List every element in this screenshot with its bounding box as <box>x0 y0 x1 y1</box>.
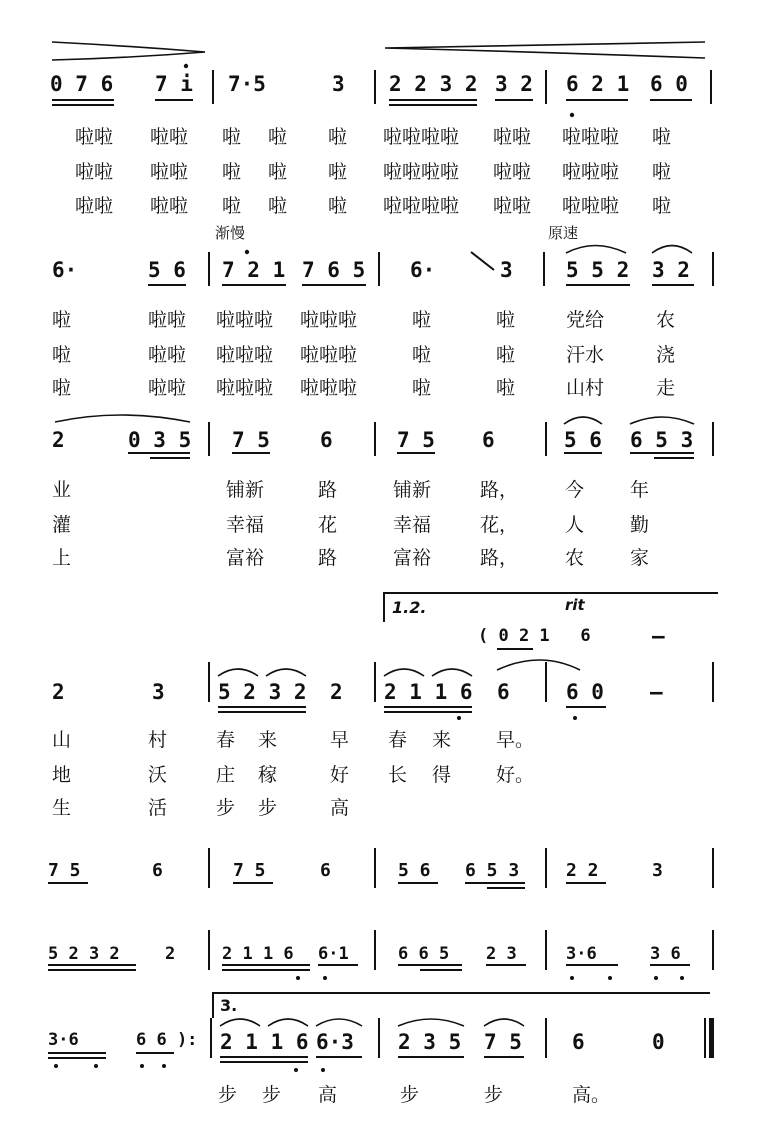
note-group: 0 3 5 <box>128 428 192 452</box>
high-octave-dot <box>184 64 188 68</box>
lyric: 路， <box>480 547 519 569</box>
note-group: 0 7 6 <box>50 72 114 96</box>
lyric: 步 <box>484 1084 504 1106</box>
lyric: 早 <box>330 729 350 751</box>
lyric: 啦 <box>222 195 242 217</box>
lyric: 步 <box>400 1084 420 1106</box>
lyric: 啦 <box>52 344 72 366</box>
tempo-mark-ritardando: 渐慢 <box>215 224 246 242</box>
tempo-mark-a-tempo: 原速 <box>548 224 579 242</box>
lyric: 啦啦啦啦 <box>383 126 460 148</box>
diminuendo-hairpin <box>52 42 205 60</box>
lyric: 沃 <box>148 764 168 786</box>
lyric: 啦啦 <box>75 161 114 183</box>
lyric: 农 <box>656 309 676 331</box>
high-octave-dot <box>245 250 249 254</box>
note-group: 3·6 <box>566 944 597 964</box>
note-group: 6 <box>152 860 163 881</box>
lyric: 啦啦 <box>75 195 114 217</box>
lyric: 幸福 <box>226 514 265 536</box>
lyric: 啦 <box>222 161 242 183</box>
lyric: 活 <box>148 797 168 819</box>
lyric: 啦 <box>268 161 288 183</box>
note-group: 2 2 <box>566 860 599 881</box>
note-group: 5 5 2 <box>566 258 630 282</box>
note-group: 6 <box>482 428 495 452</box>
lyric: 啦啦啦 <box>562 126 620 148</box>
lyric: 步 <box>218 1084 238 1106</box>
tie <box>497 660 580 670</box>
dash: — <box>650 680 663 704</box>
lyric: 啦啦啦 <box>216 377 274 399</box>
lyric: 啦啦啦 <box>300 309 358 331</box>
lyric: 走 <box>656 377 676 399</box>
note-group: 6· <box>52 258 78 282</box>
note-group: 7 2 1 <box>222 258 286 282</box>
lyric: 啦 <box>652 195 672 217</box>
note-group: 2 1 1 6 <box>384 680 473 704</box>
lyric: 步 <box>262 1084 282 1106</box>
lyric: 路， <box>480 479 519 501</box>
lyric: 啦啦啦 <box>216 344 274 366</box>
lyric: 好。 <box>496 764 535 786</box>
note-group: 6·1 <box>318 944 349 964</box>
lyric: 今 <box>565 479 585 501</box>
lyric: 地 <box>52 764 72 786</box>
rit-mark: rit <box>565 596 585 614</box>
lyric: 铺新 <box>393 479 432 501</box>
note-group: 5 2 3 2 <box>218 680 307 704</box>
lyric: 啦啦啦 <box>216 309 274 331</box>
note-group: 5 6 <box>148 258 186 282</box>
note-group: 3 <box>152 680 165 704</box>
lyric: 啦啦 <box>150 126 189 148</box>
lyric: 啦 <box>52 309 72 331</box>
note-group: 7·5 <box>228 72 266 96</box>
lyric: 春 <box>388 729 408 751</box>
lyric: 富裕 <box>393 547 432 569</box>
note-group: 2 <box>330 680 343 704</box>
note-group: 6 <box>320 428 333 452</box>
lyric: 富裕 <box>226 547 265 569</box>
lyric: 啦啦啦 <box>300 377 358 399</box>
note-group: 2 <box>165 944 176 964</box>
note-group: 6· <box>410 258 436 282</box>
slur <box>484 1019 524 1026</box>
lyric: 啦 <box>222 126 242 148</box>
lyric: 啦啦 <box>148 309 187 331</box>
note-group: 6 0 <box>566 680 604 704</box>
lyric: 啦啦啦啦 <box>383 161 460 183</box>
low-octave-dot <box>570 113 574 117</box>
note-group: 5 2 3 2 <box>48 944 120 964</box>
lyric: 啦啦啦 <box>300 344 358 366</box>
note-group: 7 i <box>155 72 193 96</box>
lyric: 长 <box>388 764 408 786</box>
lyric: 啦 <box>328 161 348 183</box>
lyric: 啦啦啦啦 <box>383 195 460 217</box>
lyric: 啦 <box>268 126 288 148</box>
volta-label: 1.2. <box>392 598 427 617</box>
lyric: 路 <box>318 547 338 569</box>
lyric: 上 <box>52 547 72 569</box>
note-group: 2 <box>52 680 65 704</box>
lyric: 啦啦 <box>150 195 189 217</box>
note-group: 7 5 <box>232 428 270 452</box>
lyric: 高 <box>330 797 350 819</box>
lyric: 党给 <box>566 309 605 331</box>
note-group: 6 5 3 <box>465 860 520 881</box>
lyric: 啦 <box>652 161 672 183</box>
lyric: 山 <box>52 729 72 751</box>
note-group: 2 3 <box>486 944 517 964</box>
note-group: 6 <box>572 1030 585 1054</box>
lyric: 幸福 <box>393 514 432 536</box>
note-group: 2 <box>52 428 65 452</box>
lyric: 来 <box>432 729 452 751</box>
note-group: 6 6 5 <box>398 944 450 964</box>
lyric: 花， <box>480 514 519 536</box>
lyric: 好 <box>330 764 350 786</box>
note-group: 6 <box>320 860 331 881</box>
lyric: 汗水 <box>566 344 605 366</box>
lyric: 山村 <box>566 377 605 399</box>
note-group: 6 0 <box>650 72 688 96</box>
glide-mark <box>471 252 494 270</box>
lyric: 村 <box>148 729 168 751</box>
lyric: 啦啦 <box>75 126 114 148</box>
note-group: 5 6 <box>564 428 602 452</box>
lyric: 啦啦 <box>493 126 532 148</box>
slur <box>398 1019 464 1026</box>
lyric: 花 <box>318 514 338 536</box>
repeat-end: 6 6 ): <box>136 1030 198 1050</box>
slur <box>316 1019 362 1026</box>
lyric: 啦 <box>652 126 672 148</box>
note-group: 3 6 <box>650 944 681 964</box>
lyric: 啦啦啦 <box>562 161 620 183</box>
note-group: 2 2 3 2 <box>389 72 478 96</box>
note-group: 0 <box>652 1030 665 1054</box>
slur <box>268 1019 308 1026</box>
note-group: 3 <box>500 258 513 282</box>
note-group: 3 <box>652 860 663 881</box>
lyric: 啦啦 <box>493 195 532 217</box>
lyric: 啦 <box>412 309 432 331</box>
lyric: 家 <box>630 547 650 569</box>
lyric: 路 <box>318 479 338 501</box>
slur <box>432 669 472 676</box>
lyric: 生 <box>52 797 72 819</box>
slur <box>218 669 258 676</box>
lyric: 高。 <box>572 1084 611 1106</box>
slur <box>652 246 692 254</box>
lyric: 业 <box>52 479 72 501</box>
lyric: 年 <box>630 479 650 501</box>
note-group: 2 3 5 <box>398 1030 462 1054</box>
lyric: 稼 <box>258 764 278 786</box>
lyric: 啦 <box>496 309 516 331</box>
lyric: 人 <box>565 514 585 536</box>
lyric: 步 <box>216 797 236 819</box>
slur <box>384 669 424 676</box>
parenthetical-notes: ( 0 2 1 6 <box>478 626 591 646</box>
lyric: 高 <box>318 1084 338 1106</box>
lyric: 灌 <box>52 514 72 536</box>
lyric: 啦 <box>412 344 432 366</box>
lyric: 农 <box>565 547 585 569</box>
note-group: 2 1 1 6 <box>220 1030 309 1054</box>
lyric: 啦 <box>412 377 432 399</box>
note-group: 3·6 <box>48 1030 79 1050</box>
lyric: 啦啦 <box>150 161 189 183</box>
lyric: 啦 <box>496 377 516 399</box>
volta-label: 3. <box>220 996 238 1015</box>
lyric: 来 <box>258 729 278 751</box>
lyric: 得 <box>432 764 452 786</box>
lyric: 春 <box>216 729 236 751</box>
note-group: 6·3 <box>316 1030 354 1054</box>
lyric: 庄 <box>216 764 236 786</box>
note-group: 6 5 3 <box>630 428 694 452</box>
lyric: 啦啦啦 <box>562 195 620 217</box>
lyric: 啦 <box>268 195 288 217</box>
note-group: 7 5 <box>48 860 81 881</box>
lyric: 勤 <box>630 514 650 536</box>
note-group: 7 5 <box>397 428 435 452</box>
lyric: 步 <box>258 797 278 819</box>
note-group: 3 <box>332 72 345 96</box>
slur <box>266 669 306 676</box>
note-group: 2 1 1 6 <box>222 944 294 964</box>
note-group: 6 2 1 <box>566 72 630 96</box>
lyric: 啦 <box>496 344 516 366</box>
lyric: 啦 <box>328 195 348 217</box>
note-group: 5 6 <box>398 860 431 881</box>
note-group: 7 6 5 <box>302 258 366 282</box>
slur <box>630 417 694 424</box>
slur <box>55 415 190 422</box>
slur <box>220 1019 260 1026</box>
crescendo-hairpin <box>385 42 705 58</box>
note-group: 7 5 <box>484 1030 522 1054</box>
lyric: 早。 <box>496 729 535 751</box>
lyric: 啦啦 <box>148 344 187 366</box>
note-group: 7 5 <box>233 860 266 881</box>
lyric: 啦 <box>328 126 348 148</box>
lyric: 铺新 <box>226 479 265 501</box>
slur <box>566 246 626 254</box>
lyric: 浇 <box>656 344 676 366</box>
note-group: 3 2 <box>652 258 690 282</box>
lyric: 啦 <box>52 377 72 399</box>
lyric: 啦啦 <box>148 377 187 399</box>
lyric: 啦啦 <box>493 161 532 183</box>
dash: — <box>652 624 665 648</box>
note-group: 3 2 <box>495 72 533 96</box>
note-group: 6 <box>497 680 510 704</box>
slur <box>564 417 602 424</box>
